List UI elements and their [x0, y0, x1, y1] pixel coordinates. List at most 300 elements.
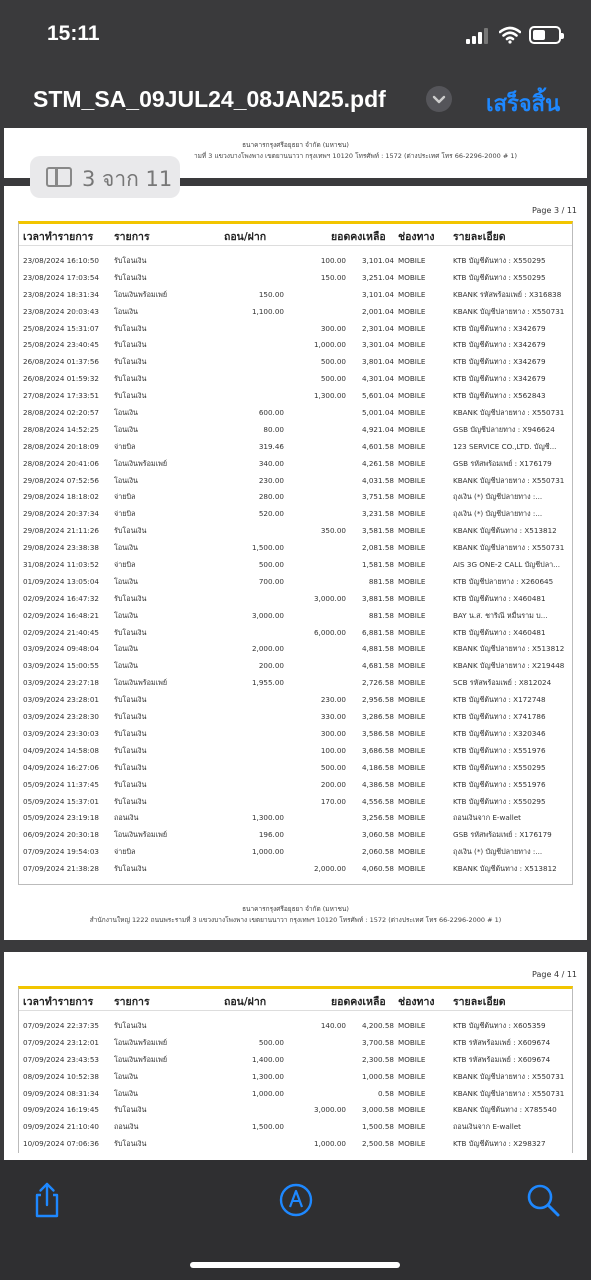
cell-transaction: จ่ายบิล — [114, 492, 136, 502]
cell-balance: 0.58 — [377, 1088, 394, 1098]
cell-datetime: 29/08/2024 20:37:34 — [23, 509, 99, 519]
transactions-table — [18, 986, 573, 1153]
cell-transaction: รับโอนเงิน — [114, 256, 147, 265]
table-row — [19, 844, 572, 861]
cell-detail: KTB บัญชีต้นทาง : X551976 — [453, 745, 546, 755]
title-menu-button[interactable] — [426, 86, 452, 112]
cell-balance: 1,581.58 — [361, 560, 394, 570]
cell-balance: 3,751.58 — [361, 492, 394, 502]
cell-transaction: โอนเงิน — [114, 306, 138, 316]
chevron-down-icon — [426, 86, 452, 112]
cell-transaction: โอนเงิน — [114, 408, 138, 418]
cell-datetime: 28/08/2024 20:18:09 — [23, 441, 99, 451]
page-indicator[interactable] — [30, 156, 180, 198]
table-row — [19, 337, 572, 354]
document-title[interactable]: STM_SA_09JUL24_08JAN25.pdf — [33, 86, 386, 112]
table-row — [19, 422, 572, 439]
cell-transaction: รับโอนเงิน — [114, 323, 147, 333]
table-row — [19, 439, 572, 456]
cell-detail: KBANK บัญชีปลายทาง : X550731 — [453, 1088, 565, 1098]
battery-icon — [529, 26, 561, 44]
cell-channel: MOBILE — [398, 695, 426, 705]
cell-deposit: 3,000.00 — [313, 593, 346, 603]
table-row — [19, 304, 572, 321]
cell-detail: KTB บัญชีต้นทาง : X342679 — [453, 357, 546, 367]
cell-withdraw: 230.00 — [258, 475, 284, 485]
cell-balance: 3,251.04 — [361, 272, 394, 282]
cell-channel: MOBILE — [398, 1122, 426, 1132]
cell-channel: MOBILE — [398, 1037, 426, 1047]
cell-deposit: 100.00 — [320, 745, 346, 755]
done-button[interactable]: เสร็จสิ้น — [486, 92, 561, 117]
cell-channel: MOBILE — [398, 526, 426, 536]
cell-transaction: โอนเงินพร้อมเพย์ — [114, 1037, 168, 1047]
cell-balance: 3,000.58 — [361, 1105, 394, 1115]
cell-balance: 4,200.58 — [361, 1021, 394, 1030]
cell-withdraw: 3,000.00 — [251, 610, 284, 620]
table-body — [19, 246, 572, 884]
cell-datetime: 28/08/2024 02:20:57 — [23, 408, 99, 418]
cell-transaction: รับโอนเงิน — [114, 1139, 147, 1149]
cell-deposit: 1,300.00 — [313, 391, 346, 401]
table-row — [19, 1052, 572, 1069]
cell-channel: MOBILE — [398, 492, 426, 502]
cell-detail: GSB รหัสพร้อมเพย์ : X176179 — [453, 830, 552, 840]
cell-deposit: 170.00 — [320, 796, 346, 806]
cell-detail: GSB บัญชีปลายทาง : X946624 — [453, 424, 555, 434]
cell-detail: KTB บัญชีต้นทาง : X550295 — [453, 796, 546, 806]
cell-balance: 3,881.58 — [361, 593, 394, 603]
cell-withdraw: 1,500.00 — [251, 1122, 284, 1132]
pdf-page-3 — [4, 186, 587, 940]
cell-balance: 4,681.58 — [361, 661, 394, 671]
cell-deposit: 200.00 — [320, 779, 346, 789]
cell-withdraw: 500.00 — [258, 1037, 284, 1047]
cell-withdraw: 700.00 — [258, 576, 284, 586]
table-row — [19, 1018, 572, 1035]
cell-balance: 4,386.58 — [361, 779, 394, 789]
cell-transaction: จ่ายบิล — [114, 560, 136, 570]
cell-transaction: จ่ายบิล — [114, 509, 136, 519]
cell-detail: KTB บัญชีต้นทาง : X172748 — [453, 695, 546, 705]
cell-transaction: รับโอนเงิน — [114, 627, 147, 637]
markup-pen-icon[interactable] — [276, 1180, 316, 1220]
cell-channel: MOBILE — [398, 644, 426, 654]
footer-bank-name: ธนาคารกรุงศรีอยุธยา จำกัด (มหาชน) — [242, 905, 349, 913]
cell-channel: MOBILE — [398, 272, 426, 282]
cell-balance: 4,556.58 — [361, 796, 394, 806]
cell-datetime: 07/09/2024 21:38:28 — [23, 864, 99, 874]
cell-withdraw: 80.00 — [263, 424, 284, 434]
cell-datetime: 23/08/2024 17:03:54 — [23, 272, 99, 282]
table-row — [19, 591, 572, 608]
cell-datetime: 25/08/2024 15:31:07 — [23, 323, 99, 333]
table-row — [19, 625, 572, 642]
col-datetime: เวลาทำรายการ — [23, 231, 94, 243]
cell-channel: MOBILE — [398, 864, 426, 874]
home-indicator — [190, 1262, 400, 1268]
cell-datetime: 03/09/2024 23:28:30 — [23, 712, 99, 722]
cell-channel: MOBILE — [398, 323, 426, 333]
col-balance: ยอดคงเหลือ — [331, 996, 386, 1008]
cell-datetime: 25/08/2024 23:40:45 — [23, 340, 99, 350]
table-row — [19, 1136, 572, 1153]
cell-deposit: 1,000.00 — [313, 340, 346, 350]
cell-deposit: 3,000.00 — [313, 1105, 346, 1115]
table-row — [19, 574, 572, 591]
table-row — [19, 675, 572, 692]
cell-detail: KTB บัญชีต้นทาง : X460481 — [453, 627, 546, 637]
cell-datetime: 09/09/2024 16:19:45 — [23, 1105, 99, 1115]
cell-detail: KBANK บัญชีปลายทาง : X513812 — [453, 644, 565, 654]
cell-withdraw: 1,000.00 — [251, 847, 284, 857]
cell-balance: 1,000.58 — [361, 1071, 394, 1081]
cell-transaction: ถอนเงิน — [114, 813, 139, 823]
cell-balance: 2,726.58 — [361, 678, 394, 688]
cell-datetime: 23/08/2024 16:10:50 — [23, 256, 99, 265]
cell-deposit: 2,000.00 — [313, 864, 346, 874]
cell-deposit: 350.00 — [320, 526, 346, 536]
cell-channel: MOBILE — [398, 779, 426, 789]
cell-datetime: 02/09/2024 16:47:32 — [23, 593, 99, 603]
table-row — [19, 1119, 572, 1136]
cell-balance: 4,261.58 — [361, 458, 394, 468]
cell-detail: KBANK บัญชีปลายทาง : X550731 — [453, 543, 565, 553]
cell-withdraw: 280.00 — [258, 492, 284, 502]
cell-detail: KBANK บัญชีปลายทาง : X219448 — [453, 661, 565, 671]
col-channel: ช่องทาง — [398, 996, 435, 1008]
col-transaction: รายการ — [114, 996, 150, 1008]
cell-channel: MOBILE — [398, 1139, 426, 1149]
cell-balance: 3,581.58 — [361, 526, 394, 536]
cell-channel: MOBILE — [398, 762, 426, 772]
cell-detail: ถุงเงิน (*) บัญชีปลายทาง :... — [453, 847, 543, 857]
cell-transaction: โอนเงิน — [114, 576, 138, 586]
cell-channel: MOBILE — [398, 256, 426, 265]
cell-transaction: รับโอนเงิน — [114, 1021, 147, 1030]
footer-address: สำนักงานใหญ่ 1222 ถนนพระรามที่ 3 แขวงบางโพงพาง เขตยานนาวา กรุงเทพฯ 10120 โทรศัพท์ : 1572 (ต่างประเทศ โทร 66-2296-2000 # 1) — [89, 916, 502, 924]
cell-balance: 3,700.58 — [361, 1037, 394, 1047]
cell-channel: MOBILE — [398, 509, 426, 519]
table-header — [19, 989, 572, 1011]
cell-detail: KBANK บัญชีต้นทาง : X513812 — [453, 526, 557, 536]
cell-withdraw: 2,000.00 — [251, 644, 284, 654]
table-row — [19, 557, 572, 574]
cell-channel: MOBILE — [398, 408, 426, 418]
table-row — [19, 540, 572, 557]
page-number: Page 4 / 11 — [532, 970, 577, 979]
cell-channel: MOBILE — [398, 678, 426, 688]
nav-bar — [0, 72, 591, 128]
cell-channel: MOBILE — [398, 391, 426, 401]
cell-deposit: 230.00 — [320, 695, 346, 705]
cell-transaction: จ่ายบิล — [114, 441, 136, 451]
cell-channel: MOBILE — [398, 306, 426, 316]
cell-channel: MOBILE — [398, 593, 426, 603]
cell-datetime: 07/09/2024 22:37:35 — [23, 1021, 99, 1030]
cell-datetime: 03/09/2024 23:27:18 — [23, 678, 99, 688]
cell-datetime: 07/09/2024 23:12:01 — [23, 1037, 99, 1047]
cell-balance: 1,500.58 — [361, 1122, 394, 1132]
cell-detail: KTB บัญชีต้นทาง : X460481 — [453, 593, 546, 603]
cell-detail: AIS 3G ONE-2 CALL บัญชีปลา... — [453, 560, 560, 570]
cell-detail: KTB บัญชีต้นทาง : X562843 — [453, 391, 546, 401]
cell-transaction: รับโอนเงิน — [114, 526, 147, 536]
cell-datetime: 29/08/2024 21:11:26 — [23, 526, 99, 536]
cell-channel: MOBILE — [398, 475, 426, 485]
cell-transaction: รับโอนเงิน — [114, 272, 147, 282]
cell-transaction: โอนเงิน — [114, 661, 138, 671]
cell-datetime: 29/08/2024 07:52:56 — [23, 475, 99, 485]
cell-balance: 3,256.58 — [361, 813, 394, 823]
cell-withdraw: 150.00 — [258, 289, 284, 299]
cell-balance: 5,601.04 — [361, 391, 394, 401]
cell-datetime: 08/09/2024 10:52:38 — [23, 1071, 99, 1081]
table-row — [19, 810, 572, 827]
cell-detail: ถอนเงินจาก E-wallet — [453, 813, 521, 823]
cell-withdraw: 1,100.00 — [251, 306, 284, 316]
table-body — [19, 1011, 572, 1153]
cell-detail: KTB บัญชีต้นทาง : X551976 — [453, 779, 546, 789]
table-row — [19, 371, 572, 388]
cell-balance: 4,601.58 — [361, 441, 394, 451]
table-row — [19, 760, 572, 777]
table-row — [19, 388, 572, 405]
cell-transaction: รับโอนเงิน — [114, 762, 147, 772]
status-bar — [0, 0, 591, 72]
col-datetime: เวลาทำรายการ — [23, 996, 94, 1008]
cell-datetime: 04/09/2024 14:58:08 — [23, 745, 99, 755]
cell-balance: 2,300.58 — [361, 1054, 394, 1064]
cell-balance: 4,921.04 — [361, 424, 394, 434]
transactions-table — [18, 221, 573, 885]
cell-deposit: 300.00 — [320, 728, 346, 738]
table-row — [19, 523, 572, 540]
cell-channel: MOBILE — [398, 374, 426, 384]
cell-detail: ถอนเงินจาก E-wallet — [453, 1122, 521, 1132]
cell-detail: 123 SERVICE CO.,LTD. บัญชี... — [453, 441, 557, 451]
cell-withdraw: 1,500.00 — [251, 543, 284, 553]
cell-datetime: 31/08/2024 11:03:52 — [23, 560, 99, 570]
cell-balance: 881.58 — [368, 576, 394, 586]
cell-channel: MOBILE — [398, 1088, 426, 1098]
cell-datetime: 06/09/2024 20:30:18 — [23, 830, 99, 840]
cell-channel: MOBILE — [398, 610, 426, 620]
cell-transaction: รับโอนเงิน — [114, 745, 147, 755]
cell-transaction: รับโอนเงิน — [114, 796, 147, 806]
cell-channel: MOBILE — [398, 340, 426, 350]
cell-transaction: รับโอนเงิน — [114, 391, 147, 401]
cell-detail: KTB บัญชีต้นทาง : X298327 — [453, 1139, 546, 1149]
cell-transaction: รับโอนเงิน — [114, 695, 147, 705]
cell-datetime: 28/08/2024 20:41:06 — [23, 458, 99, 468]
table-row — [19, 709, 572, 726]
cell-detail: BAY น.ส. ชาริณี หมื่นราม บ... — [453, 610, 548, 620]
cell-balance: 3,101.04 — [361, 256, 394, 265]
table-row — [19, 743, 572, 760]
cell-detail: KBANK บัญชีปลายทาง : X550731 — [453, 306, 565, 316]
cell-datetime: 29/08/2024 18:18:02 — [23, 492, 99, 502]
cell-balance: 881.58 — [368, 610, 394, 620]
cell-transaction: โอนเงินพร้อมเพย์ — [114, 1054, 168, 1064]
pdf-document-view[interactable] — [0, 128, 591, 1160]
cell-transaction: รับโอนเงิน — [114, 779, 147, 789]
cell-detail: KBANK บัญชีต้นทาง : X785540 — [453, 1105, 557, 1115]
cell-channel: MOBILE — [398, 289, 426, 299]
cell-detail: KTB บัญชีต้นทาง : X342679 — [453, 374, 546, 384]
cell-transaction: โอนเงิน — [114, 644, 138, 654]
cell-channel: MOBILE — [398, 712, 426, 722]
cell-datetime: 27/08/2024 17:33:51 — [23, 391, 99, 401]
cell-datetime: 07/09/2024 23:43:53 — [23, 1054, 99, 1064]
table-row — [19, 270, 572, 287]
cell-datetime: 02/09/2024 21:40:45 — [23, 627, 99, 637]
cell-detail: KTB บัญชีต้นทาง : X342679 — [453, 323, 546, 333]
table-header — [19, 224, 572, 246]
cell-balance: 6,881.58 — [361, 627, 394, 637]
cell-datetime: 29/08/2024 23:38:38 — [23, 543, 99, 553]
cell-detail: GSB รหัสพร้อมเพย์ : X176179 — [453, 458, 552, 468]
cell-balance: 5,001.04 — [361, 408, 394, 418]
cell-balance: 3,586.58 — [361, 728, 394, 738]
cell-datetime: 23/08/2024 20:03:43 — [23, 306, 99, 316]
cell-channel: MOBILE — [398, 424, 426, 434]
table-row — [19, 1086, 572, 1103]
search-icon[interactable] — [523, 1180, 563, 1220]
cell-balance: 3,301.04 — [361, 340, 394, 350]
cell-transaction: รับโอนเงิน — [114, 374, 147, 384]
col-balance: ยอดคงเหลือ — [331, 231, 386, 243]
table-row — [19, 794, 572, 811]
cell-withdraw: 340.00 — [258, 458, 284, 468]
cell-datetime: 07/09/2024 19:54:03 — [23, 847, 99, 857]
cell-detail: KBANK บัญชีต้นทาง : X513812 — [453, 864, 557, 874]
cell-channel: MOBILE — [398, 458, 426, 468]
cell-datetime: 28/08/2024 14:52:25 — [23, 424, 99, 434]
cell-balance: 2,956.58 — [361, 695, 394, 705]
cell-datetime: 26/08/2024 01:37:56 — [23, 357, 99, 367]
cell-detail: KTB บัญชีต้นทาง : X605359 — [453, 1021, 546, 1030]
cell-datetime: 03/09/2024 23:30:03 — [23, 728, 99, 738]
cell-datetime: 23/08/2024 18:31:34 — [23, 289, 99, 299]
cell-detail: KBANK บัญชีปลายทาง : X550731 — [453, 475, 565, 485]
table-row — [19, 456, 572, 473]
cell-detail: SCB รหัสพร้อมเพย์ : X812024 — [453, 678, 552, 688]
cell-detail: KTB บัญชีต้นทาง : X320346 — [453, 728, 546, 738]
col-detail: รายละเอียด — [453, 231, 506, 243]
cell-transaction: รับโอนเงิน — [114, 340, 147, 350]
cell-channel: MOBILE — [398, 830, 426, 840]
cell-transaction: ถอนเงิน — [114, 1122, 139, 1132]
cellular-signal-icon — [466, 28, 490, 44]
table-row — [19, 1102, 572, 1119]
cell-datetime: 09/09/2024 21:10:40 — [23, 1122, 99, 1132]
cell-detail: ถุงเงิน (*) บัญชีปลายทาง :... — [453, 492, 543, 502]
table-row — [19, 827, 572, 844]
cell-balance: 4,301.04 — [361, 374, 394, 384]
table-row — [19, 354, 572, 371]
cell-transaction: รับโอนเงิน — [114, 728, 147, 738]
cell-channel: MOBILE — [398, 627, 426, 637]
cell-transaction: โอนเงินพร้อมเพย์ — [114, 289, 168, 299]
cell-withdraw: 196.00 — [258, 830, 284, 840]
cell-detail: KTB บัญชีต้นทาง : X550295 — [453, 272, 546, 282]
cell-detail: KBANK บัญชีปลายทาง : X550731 — [453, 408, 565, 418]
cell-detail: KTB บัญชีต้นทาง : X342679 — [453, 340, 546, 350]
col-withdraw-deposit: ถอน/ฝาก — [224, 996, 267, 1008]
cell-transaction: จ่ายบิล — [114, 847, 136, 857]
cell-withdraw: 1,300.00 — [251, 1071, 284, 1081]
cell-deposit: 1,000.00 — [313, 1139, 346, 1149]
cell-datetime: 09/09/2024 08:31:34 — [23, 1088, 99, 1098]
cell-datetime: 01/09/2024 13:05:04 — [23, 576, 99, 586]
cell-detail: KTB บัญชีปลายทาง : X260645 — [453, 576, 554, 586]
table-row — [19, 641, 572, 658]
cell-detail: KBANK รหัสพร้อมเพย์ : X316838 — [453, 289, 562, 299]
cell-deposit: 100.00 — [320, 256, 346, 265]
cell-withdraw: 200.00 — [258, 661, 284, 671]
cell-transaction: โอนเงิน — [114, 475, 138, 485]
cell-datetime: 05/09/2024 23:19:18 — [23, 813, 99, 823]
cell-withdraw: 1,400.00 — [251, 1054, 284, 1064]
cell-balance: 4,881.58 — [361, 644, 394, 654]
cell-withdraw: 1,955.00 — [251, 678, 284, 688]
cell-transaction: รับโอนเงิน — [114, 864, 147, 874]
cell-transaction: โอนเงิน — [114, 424, 138, 434]
cell-balance: 3,286.58 — [361, 712, 394, 722]
table-row — [19, 506, 572, 523]
cell-datetime: 05/09/2024 15:37:01 — [23, 796, 99, 806]
cell-balance: 4,186.58 — [361, 762, 394, 772]
table-row — [19, 473, 572, 490]
sidebar-icon — [46, 167, 72, 187]
cell-transaction: โอนเงินพร้อมเพย์ — [114, 678, 168, 688]
cell-datetime: 02/09/2024 16:48:21 — [23, 610, 99, 620]
page-number: Page 3 / 11 — [532, 206, 577, 215]
col-transaction: รายการ — [114, 231, 150, 243]
status-time: 15:11 — [47, 22, 100, 45]
cell-datetime: 26/08/2024 01:59:32 — [23, 374, 99, 384]
table-row — [19, 658, 572, 675]
cell-detail: KTB รหัสพร้อมเพย์ : X609674 — [453, 1037, 551, 1047]
cell-channel: MOBILE — [398, 796, 426, 806]
cell-datetime: 10/09/2024 07:06:36 — [23, 1139, 99, 1149]
cell-detail: KTB บัญชีต้นทาง : X550295 — [453, 256, 546, 265]
cell-balance: 4,031.58 — [361, 475, 394, 485]
cell-transaction: โอนเงิน — [114, 1088, 138, 1098]
table-row — [19, 489, 572, 506]
cell-channel: MOBILE — [398, 576, 426, 586]
cell-withdraw: 520.00 — [258, 509, 284, 519]
cell-deposit: 6,000.00 — [313, 627, 346, 637]
cell-deposit: 500.00 — [320, 762, 346, 772]
page-footer — [4, 904, 587, 926]
cell-balance: 3,686.58 — [361, 745, 394, 755]
cell-channel: MOBILE — [398, 728, 426, 738]
pdf-page-4 — [4, 952, 587, 1160]
table-row — [19, 861, 572, 878]
cell-transaction: รับโอนเงิน — [114, 357, 147, 367]
cell-detail: KTB รหัสพร้อมเพย์ : X609674 — [453, 1054, 551, 1064]
share-icon[interactable] — [27, 1180, 67, 1220]
table-row — [19, 608, 572, 625]
wifi-icon — [499, 26, 521, 44]
cell-deposit: 150.00 — [320, 272, 346, 282]
cell-detail: ถุงเงิน (*) บัญชีปลายทาง :... — [453, 509, 543, 519]
cell-transaction: โอนเงิน — [114, 543, 138, 553]
cell-datetime: 04/09/2024 16:27:06 — [23, 762, 99, 772]
table-row — [19, 692, 572, 709]
